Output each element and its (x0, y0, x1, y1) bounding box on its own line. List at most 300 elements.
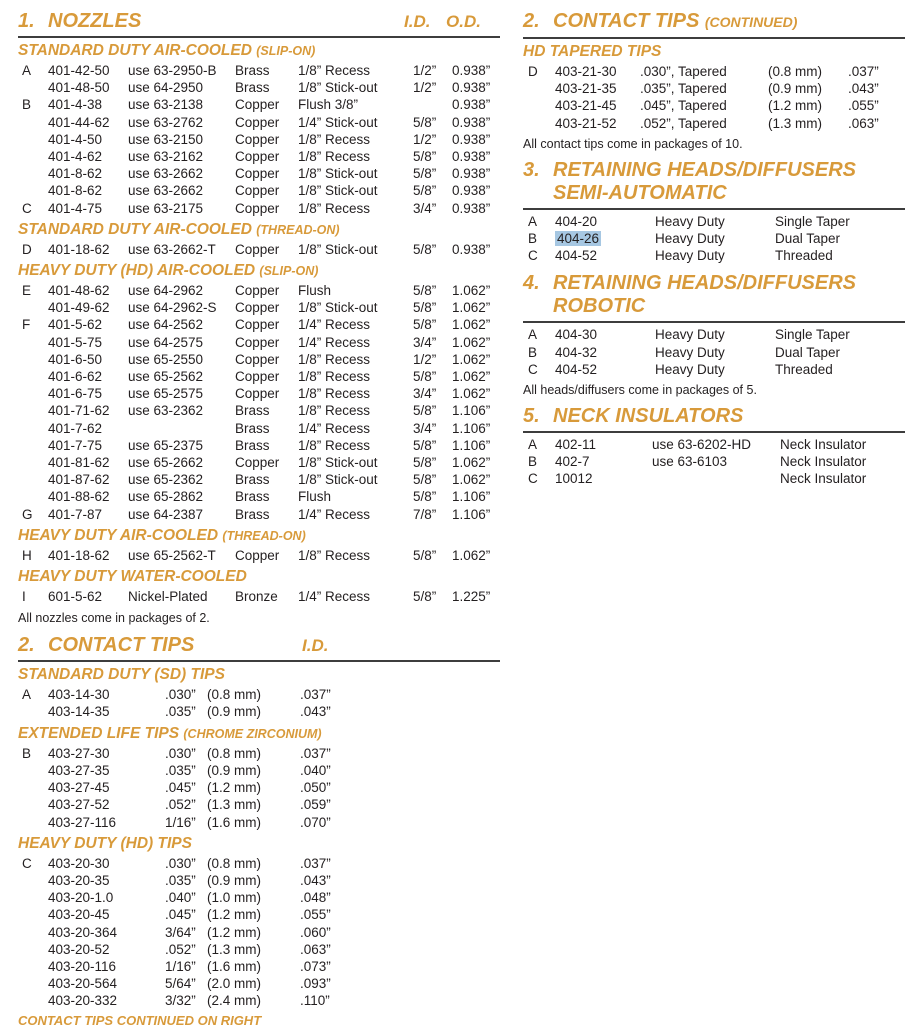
table-row (523, 344, 905, 361)
use-cell: use 64-2575 (128, 334, 204, 350)
od-cell: 0.938” (452, 63, 491, 78)
table-row (18, 745, 500, 762)
table-row (18, 282, 500, 299)
letter-cell: C (22, 200, 32, 216)
tapered-tip-table (523, 63, 905, 132)
subsection-heading (18, 42, 500, 60)
part-cell: 401-7-62 (48, 420, 103, 436)
material-cell: Brass (235, 403, 270, 419)
letter-cell: B (22, 745, 32, 761)
table-row (18, 385, 500, 402)
size-cell: 1/16” (165, 958, 196, 974)
material-cell: Bronze (235, 589, 278, 605)
letter-cell (528, 80, 555, 97)
part-cell: 403-21-30 (555, 64, 617, 79)
letter-cell (22, 814, 48, 831)
section-retaining-robotic-header (523, 272, 905, 323)
part-cell: 403-20-35 (48, 872, 110, 888)
use-cell: use 64-2962 (128, 283, 204, 299)
style-cell: Single Taper (775, 213, 850, 229)
use-cell: use 65-2550 (128, 351, 204, 367)
table-row (18, 941, 500, 958)
letter-cell (22, 114, 48, 131)
desc-cell: 1/8” Stick-out (298, 80, 378, 96)
desc-cell: Flush 3/8” (298, 97, 359, 113)
size-cell: .030” (165, 745, 196, 761)
od-cell: 1.062” (452, 386, 491, 402)
table-row (18, 368, 500, 385)
material-cell: Copper (235, 97, 280, 113)
od-cell: 0.938” (452, 166, 491, 182)
subsection-paren: (THREAD-ON) (256, 222, 340, 237)
table-row (18, 334, 500, 351)
id-cell: .055” (300, 907, 331, 923)
id-cell: .060” (300, 924, 331, 940)
letter-cell: A (528, 327, 538, 343)
letter-cell (22, 889, 48, 906)
size-cell: .035”, Tapered (640, 81, 727, 97)
letter-cell (22, 454, 48, 471)
part-cell: 401-88-62 (48, 489, 110, 505)
letter-cell (22, 958, 48, 975)
letter-cell (22, 924, 48, 941)
table-row (523, 326, 905, 343)
subsection-heading (18, 527, 500, 545)
section-number: 2. (18, 634, 35, 657)
part-cell: 401-48-50 (48, 80, 110, 96)
use-cell: use 64-2950 (128, 80, 204, 96)
use-cell: use 63-6202-HD (652, 437, 752, 453)
size-cell: .045”, Tapered (640, 98, 727, 114)
size-cell: .052” (165, 797, 196, 813)
part-cell: 401-8-62 (48, 183, 103, 199)
part-cell: 403-20-332 (48, 993, 118, 1009)
material-cell: Copper (235, 334, 280, 350)
id-cell: 5/8” (413, 369, 437, 385)
letter-cell: B (528, 231, 538, 247)
subsection-title: HEAVY DUTY WATER-COOLED (18, 568, 247, 586)
od-cell: 1.225” (452, 589, 491, 605)
table-row (18, 402, 500, 419)
id-cell: .073” (300, 958, 331, 974)
desc-cell: 1/4” Recess (298, 506, 371, 522)
material-cell: Copper (235, 300, 280, 316)
letter-cell (22, 906, 48, 923)
table-row (18, 872, 500, 889)
desc-cell: 1/8” Stick-out (298, 166, 378, 182)
desc-cell: 1/8” Recess (298, 386, 371, 402)
table-row (523, 453, 905, 470)
letter-cell: B (528, 344, 538, 360)
od-cell: 1.106” (452, 489, 491, 505)
size-cell: .030” (165, 687, 196, 703)
id-cell: 5/8” (413, 300, 437, 316)
section-contact-tips-continued-header (523, 10, 905, 39)
subsection-heading (18, 835, 500, 853)
section-title: RETAINING HEADS/DIFFUSERS (553, 272, 856, 295)
letter-cell (22, 165, 48, 182)
section-title: CONTACT TIPS (553, 10, 700, 32)
part-cell: 403-14-35 (48, 704, 110, 720)
size-cell: 5/64” (165, 976, 196, 992)
table-row (18, 454, 500, 471)
table-row (523, 213, 905, 230)
subsection-title: HEAVY DUTY (HD) AIR-COOLED (18, 262, 256, 280)
letter-cell (22, 351, 48, 368)
mm-cell: (0.9 mm) (207, 872, 261, 888)
od-cell: 1.062” (452, 283, 491, 299)
mm-cell: (1.3 mm) (207, 797, 261, 813)
duty-cell: Heavy Duty (655, 213, 725, 229)
part-cell: 401-5-62 (48, 317, 103, 333)
material-cell: Brass (235, 63, 270, 78)
id-cell: .093” (300, 976, 331, 992)
part-cell: 403-27-45 (48, 780, 110, 796)
subsection-title: HEAVY DUTY AIR-COOLED (18, 526, 219, 544)
letter-cell: C (528, 361, 538, 377)
letter-cell: A (22, 63, 32, 78)
table-row (18, 889, 500, 906)
id-cell: .055” (848, 98, 879, 114)
part-cell: 401-6-50 (48, 351, 103, 367)
table-row (18, 437, 500, 454)
od-cell: 1.062” (452, 472, 491, 488)
table-row (18, 588, 500, 605)
table-row (18, 958, 500, 975)
use-cell: use 65-2375 (128, 437, 204, 453)
letter-cell (22, 471, 48, 488)
id-cell: .037” (300, 855, 331, 871)
size-cell: .030” (165, 855, 196, 871)
od-cell: 1.062” (452, 317, 491, 333)
tip-table (18, 855, 500, 1010)
material-cell: Copper (235, 149, 280, 165)
material-cell: Copper (235, 183, 280, 199)
desc-cell: 1/4” Recess (298, 334, 371, 350)
table-row (18, 855, 500, 872)
part-cell: 403-20-1.0 (48, 890, 114, 906)
table-row (523, 247, 905, 264)
od-cell: 1.062” (452, 334, 491, 350)
table-row (18, 96, 500, 113)
use-cell: Nickel-Plated (128, 589, 208, 605)
material-cell: Copper (235, 200, 280, 216)
letter-cell (22, 941, 48, 958)
part-cell: 403-20-564 (48, 976, 118, 992)
mm-cell: (0.9 mm) (207, 704, 261, 720)
id-cell: 7/8” (413, 506, 437, 522)
id-cell: .050” (300, 780, 331, 796)
id-cell: 5/8” (413, 472, 437, 488)
table-row (18, 62, 500, 79)
part-cell: 403-20-52 (48, 941, 110, 957)
letter-cell (22, 79, 48, 96)
part-cell: 403-21-35 (555, 81, 617, 97)
mm-cell: (1.2 mm) (207, 924, 261, 940)
id-cell: 5/8” (413, 589, 437, 605)
subsection-heading (18, 262, 500, 280)
id-cell: .063” (848, 115, 879, 131)
letter-cell (22, 299, 48, 316)
subsection-title: STANDARD DUTY AIR-COOLED (18, 220, 252, 238)
section-number: 2. (523, 10, 540, 32)
desc-cell: 1/8” Recess (298, 131, 371, 147)
tip-table (18, 745, 500, 831)
section-number: 4. (523, 272, 540, 295)
section-subtitle: ROBOTIC (553, 295, 646, 318)
table-row (18, 165, 500, 182)
letter-cell (22, 368, 48, 385)
mm-cell: (0.8 mm) (207, 687, 261, 703)
id-cell: .110” (300, 993, 330, 1009)
table-row (18, 686, 500, 703)
desc-cell: 1/8” Stick-out (298, 300, 378, 316)
material-cell: Copper (235, 547, 280, 563)
letter-cell: A (22, 687, 32, 703)
table-row (18, 796, 500, 813)
use-cell: use 64-2962-S (128, 300, 217, 316)
size-cell: .035” (165, 872, 196, 888)
id-cell: 5/8” (413, 183, 437, 199)
letter-cell: E (22, 283, 32, 299)
use-cell: use 63-2175 (128, 200, 204, 216)
part-cell: 401-4-75 (48, 200, 103, 216)
size-cell: .052”, Tapered (640, 115, 727, 131)
id-cell: .037” (300, 687, 331, 703)
section-contact-tips-header (18, 634, 500, 662)
desc-cell: 1/4” Stick-out (298, 114, 378, 130)
material-cell: Copper (235, 131, 280, 147)
use-cell: use 63-2150 (128, 131, 204, 147)
nozzle-table (18, 282, 500, 523)
use-cell: use 65-2562 (128, 369, 204, 385)
od-cell: 1.062” (452, 455, 491, 471)
material-cell: Brass (235, 437, 270, 453)
part-cell: 401-49-62 (48, 300, 110, 316)
table-row (18, 299, 500, 316)
duty-cell: Heavy Duty (655, 231, 725, 247)
section-title: CONTACT TIPS (48, 634, 195, 657)
od-cell: 0.938” (452, 183, 491, 199)
nozzle-table (18, 62, 500, 217)
id-cell: .043” (300, 704, 331, 720)
letter-cell: A (528, 437, 538, 453)
letter-cell (22, 779, 48, 796)
letter-cell (22, 437, 48, 454)
material-cell: Copper (235, 241, 280, 257)
table-row (523, 115, 905, 132)
section-number: 3. (523, 158, 540, 181)
use-cell: use 63-2662 (128, 183, 204, 199)
mm-cell: (1.2 mm) (207, 780, 261, 796)
id-cell: 3/4” (413, 420, 437, 436)
desc-cell: 1/8” Recess (298, 149, 371, 165)
id-cell: 5/8” (413, 455, 437, 471)
id-cell: .043” (848, 81, 879, 97)
highlighted-part-number: 404-26 (557, 231, 600, 247)
part-cell: 403-20-45 (48, 907, 110, 923)
id-cell: .037” (848, 64, 879, 79)
desc-cell: 1/8” Recess (298, 403, 371, 419)
section-paren: (CONTINUED) (704, 14, 798, 30)
part-cell: 401-4-38 (48, 97, 103, 113)
subsection-title: STANDARD DUTY (SD) TIPS (18, 666, 225, 684)
part-cell: 401-48-62 (48, 283, 110, 299)
id-cell: 5/8” (413, 166, 437, 182)
id-cell: 5/8” (413, 114, 437, 130)
desc-cell: 1/4” Recess (298, 420, 371, 436)
od-cell: 1.062” (452, 300, 491, 316)
material-cell: Copper (235, 386, 280, 402)
size-cell: .030”, Tapered (640, 64, 727, 79)
mm-cell: (1.0 mm) (207, 890, 261, 906)
id-cell: 5/8” (413, 283, 437, 299)
material-cell: Copper (235, 369, 280, 385)
table-row (18, 200, 500, 217)
letter-cell: C (22, 855, 32, 871)
od-cell: 1.062” (452, 369, 491, 385)
od-cell: 0.938” (452, 200, 491, 216)
id-cell: 3/4” (413, 200, 437, 216)
material-cell: Copper (235, 114, 280, 130)
table-row (18, 182, 500, 199)
letter-cell (22, 488, 48, 505)
nozzles-packaging-note: All nozzles come in packages of 2. (18, 611, 210, 626)
part-cell: 10012 (555, 471, 593, 487)
style-cell: Single Taper (775, 327, 850, 343)
letter-cell (22, 796, 48, 813)
id-column-label: I.D. (302, 636, 329, 656)
id-cell: 1/2” (413, 80, 437, 96)
material-cell: Brass (235, 472, 270, 488)
id-cell: 5/8” (413, 241, 437, 257)
table-row (18, 316, 500, 333)
material-cell: Copper (235, 283, 280, 299)
subsection-title: HD TAPERED TIPS (523, 43, 662, 60)
od-cell: 1.106” (452, 420, 491, 436)
part-cell: 403-20-116 (48, 958, 117, 974)
table-row (523, 436, 905, 453)
nozzle-table (18, 547, 500, 564)
id-cell: .063” (300, 941, 331, 957)
subsection-title: EXTENDED LIFE TIPS (18, 724, 180, 742)
table-row (18, 975, 500, 992)
letter-cell: G (22, 506, 33, 522)
style-cell: Dual Taper (775, 231, 841, 247)
id-cell: 5/8” (413, 149, 437, 165)
desc-cell: 1/8” Recess (298, 369, 371, 385)
use-cell: use 63-2950-B (128, 63, 217, 78)
subsection-title: STANDARD DUTY AIR-COOLED (18, 42, 252, 59)
table-row (523, 470, 905, 487)
od-cell: 0.938” (452, 149, 491, 165)
table-row (523, 63, 905, 80)
material-cell: Copper (235, 351, 280, 367)
letter-cell (22, 872, 48, 889)
mm-cell: (0.8 mm) (207, 745, 261, 761)
table-row (523, 97, 905, 114)
size-cell: 1/16” (165, 814, 196, 830)
mm-cell: (2.0 mm) (207, 976, 261, 992)
name-cell: Neck Insulator (780, 437, 867, 453)
subsection-title: HEAVY DUTY (HD) TIPS (18, 834, 192, 852)
mm-cell: (1.6 mm) (207, 814, 261, 830)
use-cell: use 63-2662 (128, 166, 204, 182)
part-cell: 404-30 (555, 327, 598, 343)
use-cell: use 65-2575 (128, 386, 204, 402)
letter-cell (528, 97, 555, 114)
right-column (523, 10, 905, 488)
letter-cell (22, 420, 48, 437)
mm-cell: (1.2 mm) (768, 98, 822, 114)
id-cell: 5/8” (413, 489, 437, 505)
use-cell: use 64-2387 (128, 506, 204, 522)
desc-cell: 1/8” Stick-out (298, 455, 378, 471)
part-cell: 403-21-52 (555, 115, 617, 131)
part-cell: 401-7-87 (48, 506, 103, 522)
part-cell: 404-52 (555, 361, 598, 377)
mm-cell: (0.8 mm) (207, 855, 261, 871)
subsection-heading (18, 666, 500, 684)
material-cell: Copper (235, 455, 280, 471)
letter-cell (22, 334, 48, 351)
part-cell: 404-20 (555, 213, 598, 229)
letter-cell: B (528, 454, 538, 470)
size-cell: .052” (165, 941, 196, 957)
nozzle-table (18, 241, 500, 258)
table-row (523, 361, 905, 378)
table-row (18, 79, 500, 96)
letter-cell (22, 992, 48, 1009)
table-row (18, 703, 500, 720)
part-cell: 403-20-30 (48, 855, 110, 871)
section-title: NECK INSULATORS (553, 405, 744, 428)
od-cell: 1.106” (452, 437, 491, 453)
table-row (18, 488, 500, 505)
section-title: RETAINING HEADS/DIFFUSERS (553, 158, 856, 181)
size-cell: .035” (165, 762, 196, 778)
material-cell: Brass (235, 80, 270, 96)
table-row (18, 471, 500, 488)
part-cell: 401-42-50 (48, 63, 110, 78)
table-row (18, 779, 500, 796)
od-cell: 0.938” (452, 114, 491, 130)
part-cell: 401-4-50 (48, 131, 103, 147)
style-cell: Threaded (775, 248, 833, 264)
table-row (523, 80, 905, 97)
size-cell: .035” (165, 704, 196, 720)
part-cell: 404-52 (555, 248, 598, 264)
use-cell: use 63-6103 (652, 454, 728, 470)
contact-tips-packaging-note: All contact tips come in packages of 10. (523, 136, 743, 151)
use-cell: use 65-2562-T (128, 547, 216, 563)
table-row (18, 992, 500, 1009)
id-cell: 3/4” (413, 386, 437, 402)
subsection-heading (523, 43, 905, 61)
desc-cell: 1/8” Stick-out (298, 241, 378, 257)
size-cell: .045” (165, 780, 196, 796)
id-cell: 3/4” (413, 334, 437, 350)
retaining-head-table (523, 326, 905, 378)
duty-cell: Heavy Duty (655, 248, 725, 264)
style-cell: Threaded (775, 361, 833, 377)
desc-cell: 1/8” Recess (298, 63, 371, 78)
part-cell: 403-27-52 (48, 797, 110, 813)
part-cell: 401-6-75 (48, 386, 103, 402)
desc-cell: 1/4” Recess (298, 317, 371, 333)
use-cell (128, 420, 235, 437)
part-cell: 401-5-75 (48, 334, 103, 350)
